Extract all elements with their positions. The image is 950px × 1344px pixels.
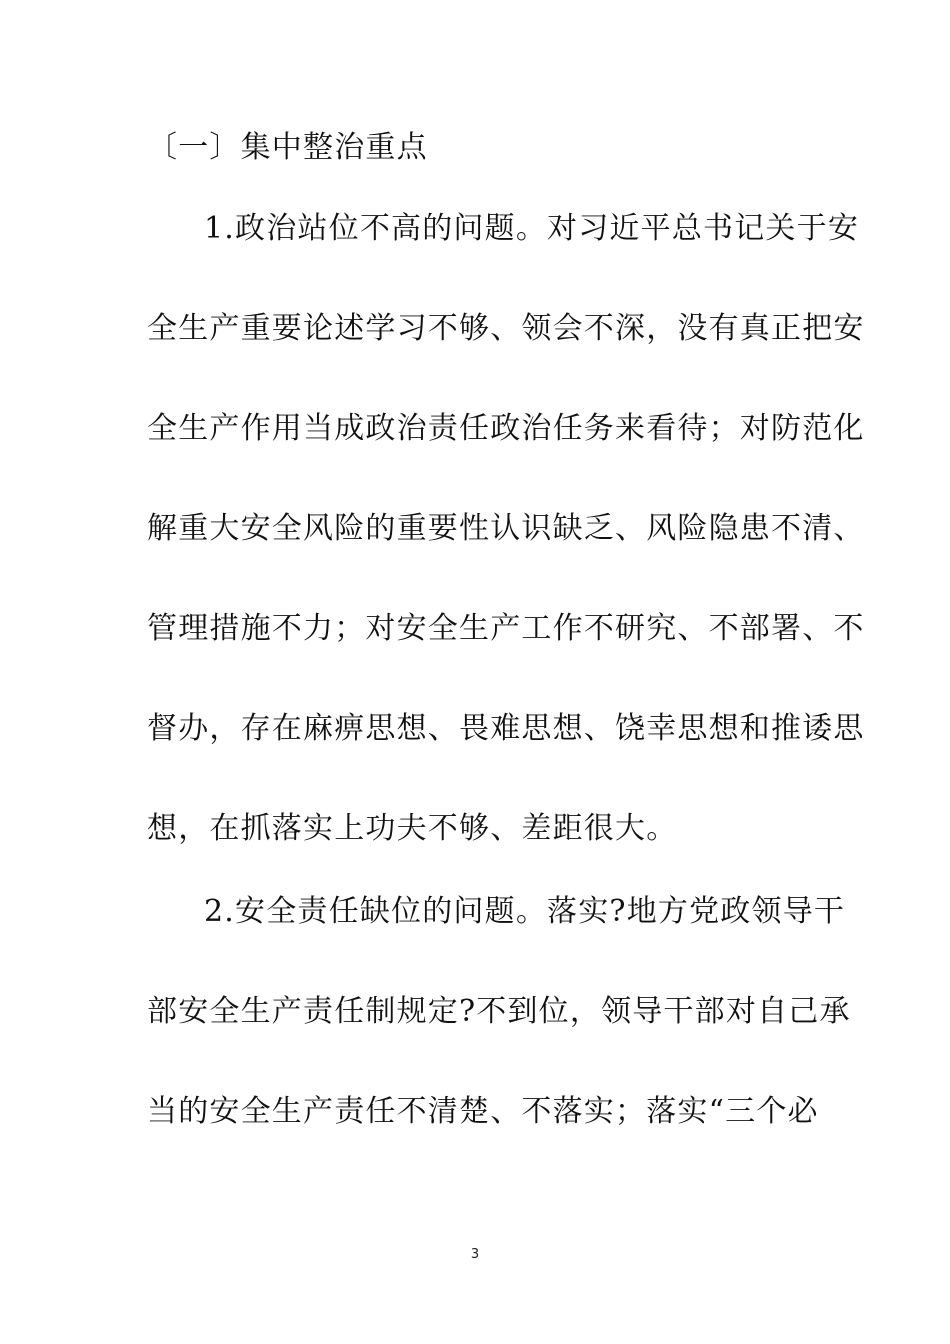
paragraph-line: 解重大安全风险的重要性认识缺乏、风险隐患不清、 <box>147 511 865 546</box>
paragraph-line: 管理措施不力；对安全生产工作不研究、不部署、不 <box>147 611 865 646</box>
page-number: 3 <box>470 1247 480 1262</box>
paragraph-line: 1.政治站位不高的问题。对习近平总书记关于安 <box>204 211 860 246</box>
paragraph-line: 全生产作用当成政治责任政治任务来看待；对防范化 <box>147 411 865 446</box>
paragraph-line: 想，在抓落实上功夫不够、差距很大。 <box>147 811 678 846</box>
paragraph-line: 2.安全责任缺位的问题。落实?地方党政领导干 <box>204 894 846 929</box>
paragraph-line: 全生产重要论述学习不够、领会不深，没有真正把安 <box>147 311 865 346</box>
section-heading: 〔一〕集中整治重点 <box>147 130 428 165</box>
paragraph-line: 当的安全生产责任不清楚、不落实；落实“三个必 <box>147 1094 819 1129</box>
paragraph-line: 督办，存在麻痹思想、畏难思想、饶幸思想和推诿思 <box>147 711 865 746</box>
paragraph-line: 部安全生产责任制规定?不到位，领导干部对自己承 <box>147 994 851 1029</box>
